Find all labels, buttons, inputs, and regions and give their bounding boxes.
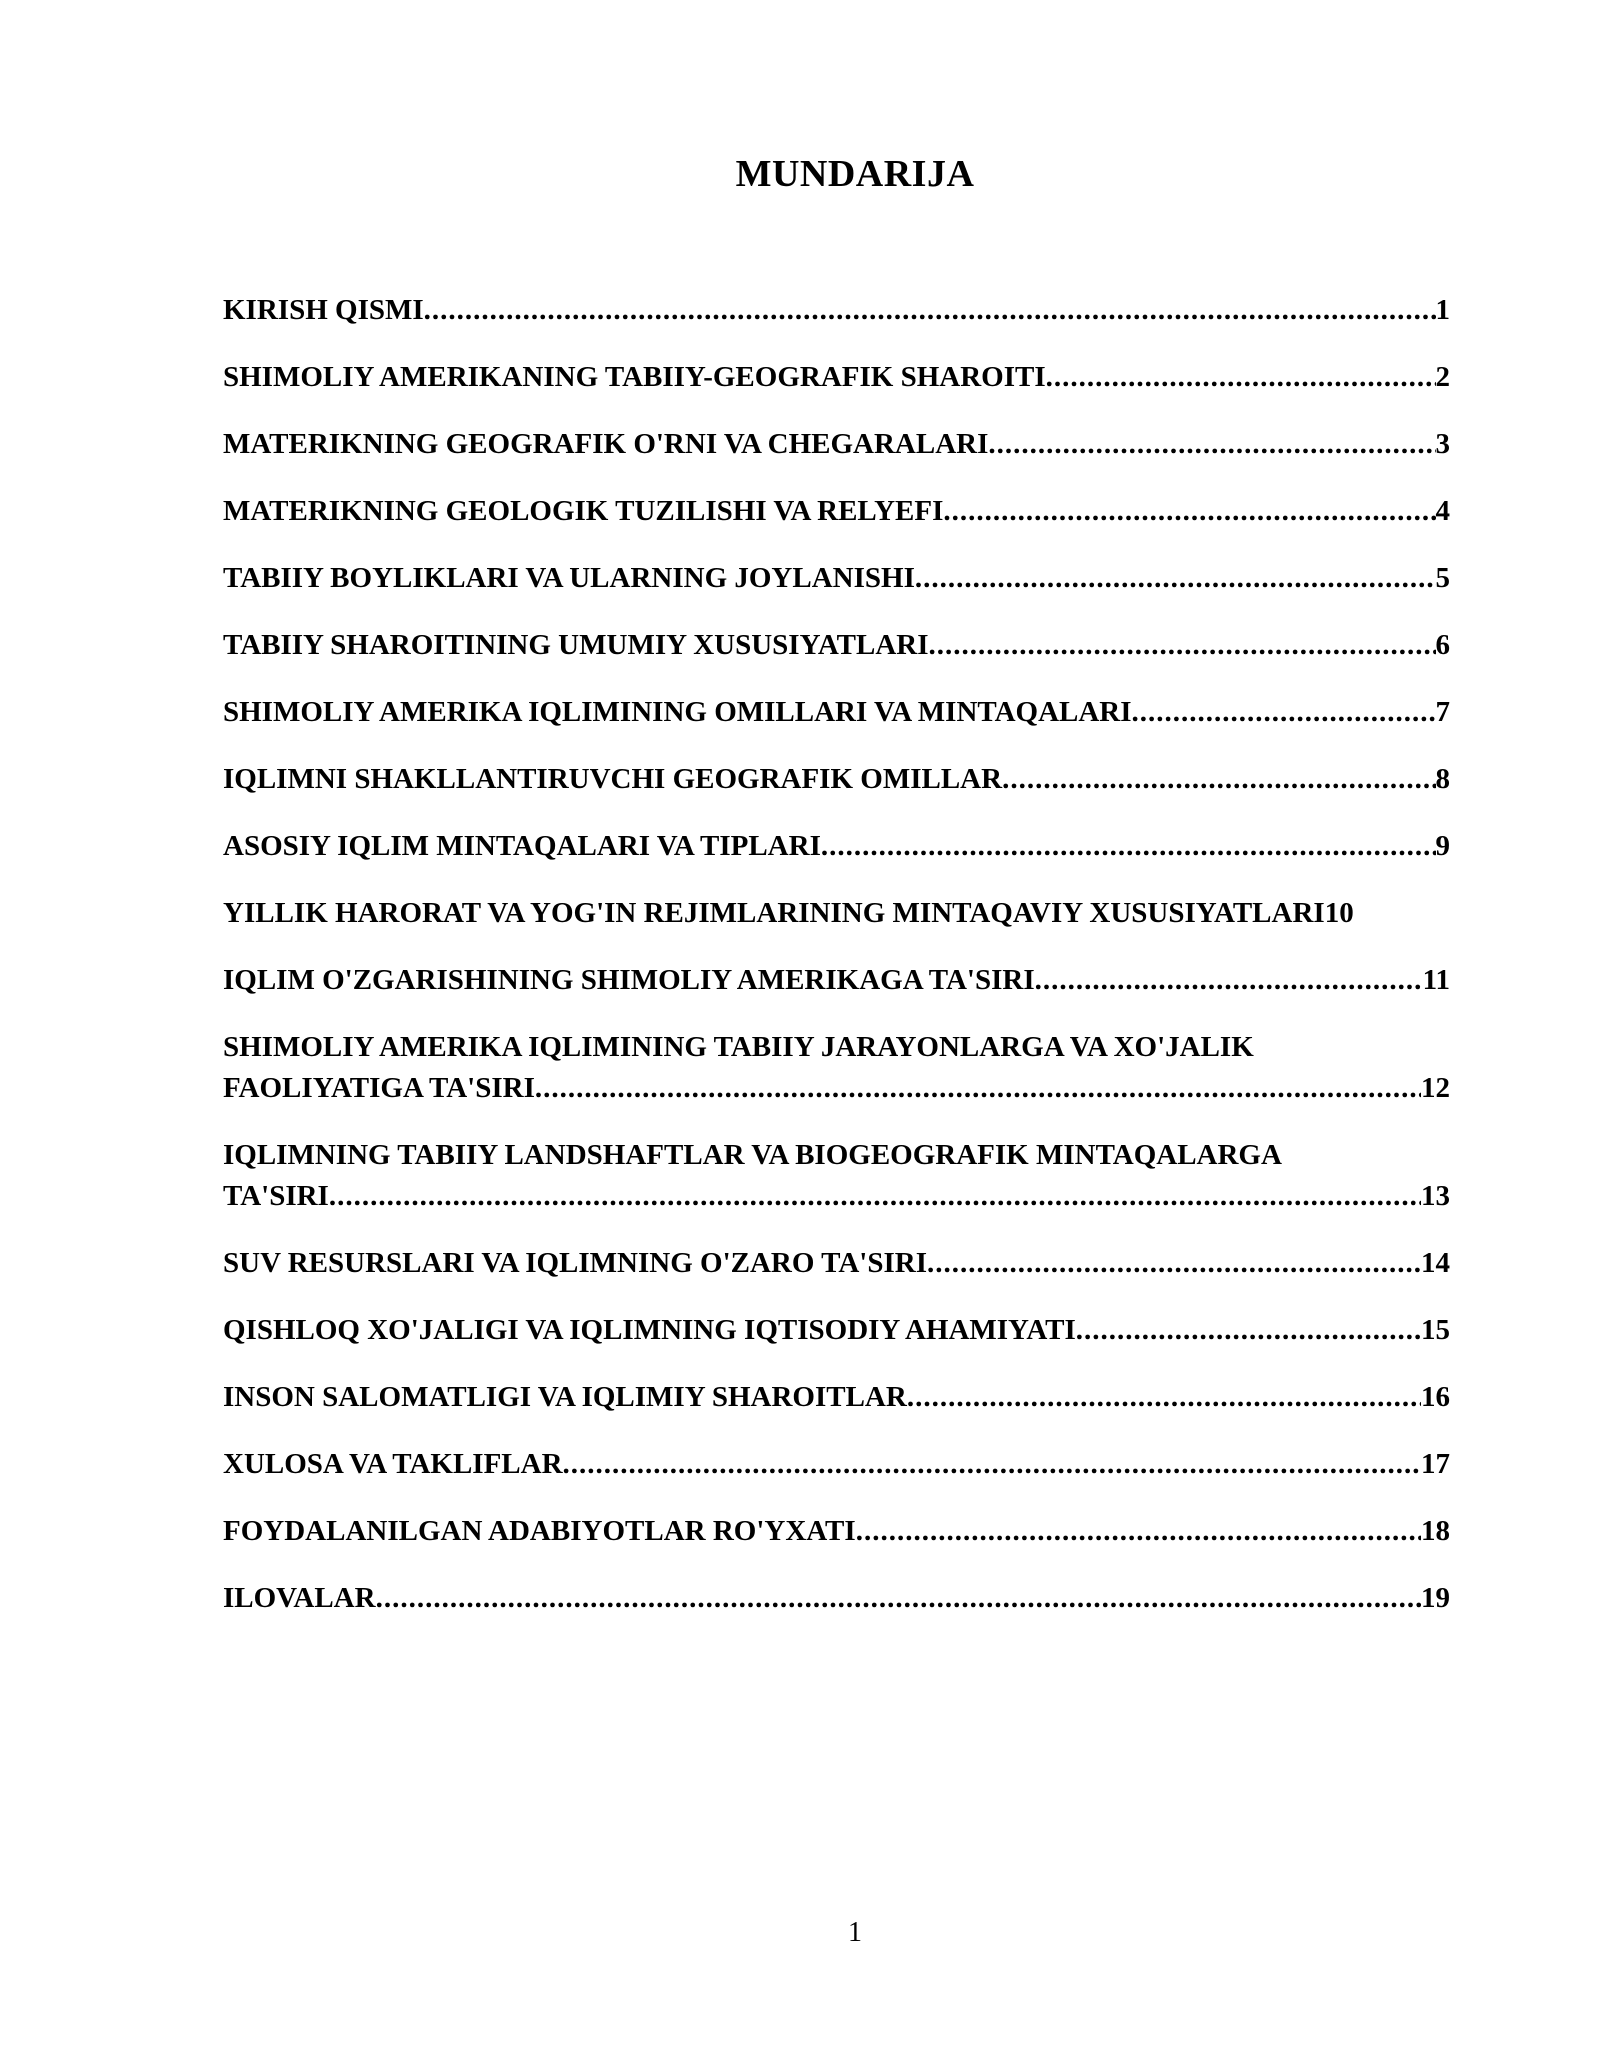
toc-entry-title: SUV RESURSLARI VA IQLIMNING O'ZARO TA'SIRI xyxy=(223,1247,927,1279)
toc-entry[interactable] xyxy=(223,424,1450,465)
toc-entry[interactable] xyxy=(223,1444,1450,1485)
toc-entry-page: 7 xyxy=(1435,696,1450,728)
toc-dot-leader xyxy=(943,491,1435,532)
toc-dot-leader xyxy=(907,1377,1421,1418)
toc-entry-page: 19 xyxy=(1421,1582,1450,1614)
toc-entry-page: 2 xyxy=(1435,361,1450,393)
toc-entry[interactable] xyxy=(223,1511,1450,1552)
toc-entry-title: KIRISH QISMI xyxy=(223,294,424,326)
toc-entry-title: SHIMOLIY AMERIKA IQLIMINING OMILLARI VA MINTAQALARI xyxy=(223,696,1132,728)
toc-entry-title: TA'SIRI xyxy=(223,1180,329,1212)
toc-dot-leader xyxy=(988,424,1435,465)
toc-entry-title: IQLIMNI SHAKLLANTIRUVCHI GEOGRAFIK OMILLAR xyxy=(223,763,1003,795)
toc-entry-page: 11 xyxy=(1422,964,1450,996)
toc-entry[interactable] xyxy=(223,1310,1450,1351)
toc-dot-leader xyxy=(1046,357,1436,398)
toc-dot-leader xyxy=(927,1243,1421,1284)
toc-entry-page: 10 xyxy=(1324,897,1354,929)
toc-entry-page: 13 xyxy=(1421,1180,1450,1212)
toc-entry-title: ASOSIY IQLIM MINTAQALARI VA TIPLARI xyxy=(223,830,821,862)
toc-dot-leader xyxy=(424,290,1436,331)
toc-entry[interactable] xyxy=(223,290,1450,331)
toc-entry-page: 15 xyxy=(1421,1314,1450,1346)
toc-entry-title: MATERIKNING GEOGRAFIK O'RNI VA CHEGARALARI xyxy=(223,428,989,460)
toc-entry[interactable] xyxy=(223,1243,1450,1284)
toc-entry[interactable] xyxy=(223,1578,1450,1619)
page-number: 1 xyxy=(848,1917,862,1948)
toc-entry-page: 6 xyxy=(1435,629,1450,661)
toc-entry[interactable] xyxy=(223,625,1450,666)
toc-entry[interactable] xyxy=(223,1135,1450,1217)
toc-entry-page: 8 xyxy=(1435,763,1450,795)
toc-entry[interactable] xyxy=(223,692,1450,733)
toc-dot-leader xyxy=(1035,960,1423,1001)
toc-entry-page: 17 xyxy=(1421,1448,1450,1480)
toc-dot-leader xyxy=(329,1176,1421,1217)
toc-entry[interactable] xyxy=(223,558,1450,599)
toc-entry-page: 16 xyxy=(1421,1381,1450,1413)
toc-entry-title: XULOSA VA TAKLIFLAR xyxy=(223,1448,563,1480)
toc-entry-title: IQLIM O'ZGARISHINING SHIMOLIY AMERIKAGA TA'SIRI xyxy=(223,964,1035,996)
toc-dot-leader xyxy=(535,1068,1421,1109)
toc-entry[interactable] xyxy=(223,1377,1450,1418)
toc-entry-title: MATERIKNING GEOLOGIK TUZILISHI VA RELYEFI xyxy=(223,495,944,527)
toc-entry[interactable] xyxy=(223,357,1450,398)
toc-entry-page: 1 xyxy=(1435,294,1450,326)
toc-dot-leader xyxy=(1132,692,1436,733)
toc-entry-title: TABIIY SHAROITINING UMUMIY XUSUSIYATLARI xyxy=(223,629,929,661)
toc-entry-title-line1: SHIMOLIY AMERIKA IQLIMINING TABIIY JARAYONLARGA VA XO'JALIK xyxy=(223,1031,1254,1063)
toc-entry-title: YILLIK HARORAT VA YOG'IN REJIMLARINING MINTAQAVIY XUSUSIYATLARI xyxy=(223,897,1325,929)
toc-entry-page: 5 xyxy=(1435,562,1450,594)
toc-entry[interactable] xyxy=(223,826,1450,867)
toc-dot-leader xyxy=(376,1578,1421,1619)
toc-dot-leader xyxy=(1076,1310,1421,1351)
toc-entry-page: 12 xyxy=(1421,1072,1450,1104)
toc-entry-title: INSON SALOMATLIGI VA IQLIMIY SHAROITLAR xyxy=(223,1381,907,1413)
toc-entry[interactable] xyxy=(223,960,1450,1001)
toc-entry-title: SHIMOLIY AMERIKANING TABIIY-GEOGRAFIK SHAROITI xyxy=(223,361,1046,393)
toc-entry[interactable] xyxy=(223,1027,1450,1109)
toc-dot-leader xyxy=(929,625,1436,666)
toc-dot-leader xyxy=(821,826,1436,867)
toc-entry[interactable] xyxy=(223,893,1483,934)
toc-entry-title: QISHLOQ XO'JALIGI VA IQLIMNING IQTISODIY AHAMIYATI xyxy=(223,1314,1076,1346)
toc-entry-title: TABIIY BOYLIKLARI VA ULARNING JOYLANISHI xyxy=(223,562,915,594)
toc-entry-title: FOYDALANILGAN ADABIYOTLAR RO'YXATI xyxy=(223,1515,856,1547)
toc-dot-leader xyxy=(563,1444,1421,1485)
toc-entry[interactable] xyxy=(223,759,1450,800)
page-title: MUNDARIJA xyxy=(735,153,975,195)
toc-entry-title: FAOLIYATIGA TA'SIRI xyxy=(223,1072,535,1104)
toc-dot-leader xyxy=(1002,759,1435,800)
toc-entry-title: ILOVALAR xyxy=(223,1582,376,1614)
toc-entry[interactable] xyxy=(223,491,1450,532)
toc-entry-title-line1: IQLIMNING TABIIY LANDSHAFTLAR VA BIOGEOGRAFIK MINTAQALARGA xyxy=(223,1139,1282,1171)
toc-entry-page: 3 xyxy=(1435,428,1450,460)
toc-entry-page: 9 xyxy=(1435,830,1450,862)
toc-dot-leader xyxy=(856,1511,1421,1552)
toc-entry-page: 14 xyxy=(1421,1247,1450,1279)
toc-entry-page: 18 xyxy=(1421,1515,1450,1547)
toc-dot-leader xyxy=(915,558,1436,599)
toc-entry-page: 4 xyxy=(1435,495,1450,527)
